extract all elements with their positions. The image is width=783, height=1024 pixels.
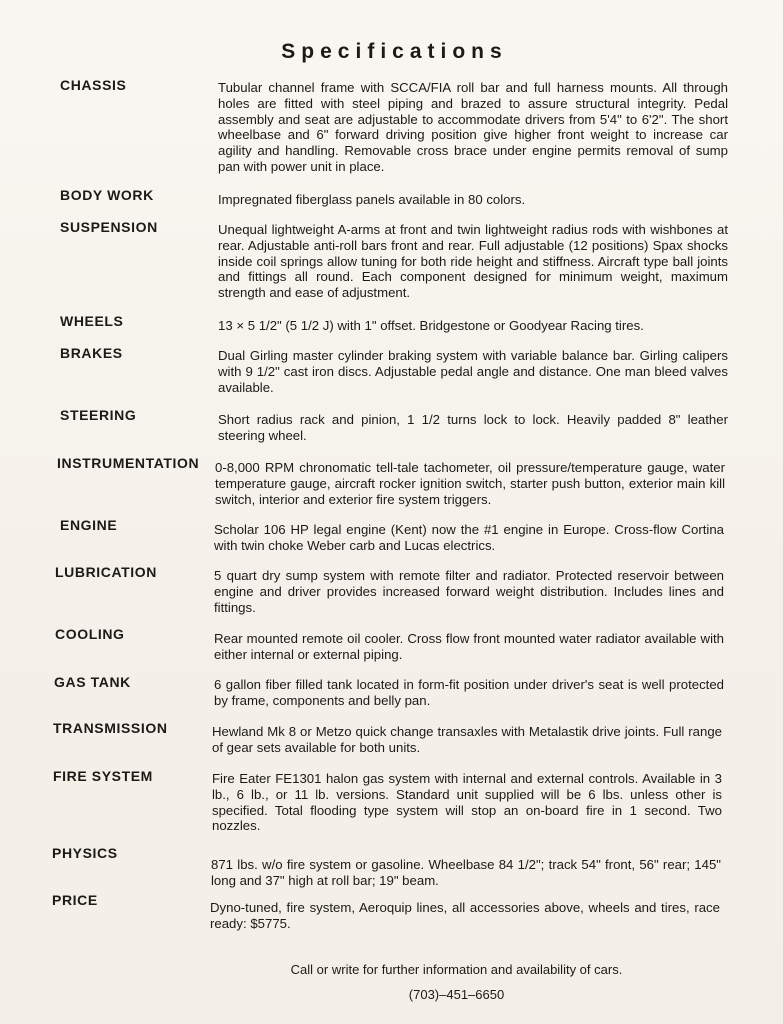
spec-label-price: PRICE bbox=[52, 892, 98, 908]
footer-phone-number: (703)–451–6650 bbox=[408, 987, 505, 1002]
spec-row-instrumentation bbox=[0, 455, 783, 515]
spec-text-cooling: Rear mounted remote oil cooler. Cross flow front mounted water radiator available with either internal or external piping. bbox=[214, 631, 724, 662]
spec-text-fire-system: Fire Eater FE1301 halon gas system with internal and external controls. Available in 3 lb., 6 lb., or 11 lb. versions. Standard unit supplied will be 6 lbs. unless other is specified. Total flooding type system will stop an on-board fire in 1 second. Two nozzles. bbox=[212, 771, 722, 834]
spec-text-gas-tank: 6 gallon fiber filled tank located in form-fit position under driver's seat is well protected by frame, components and belly pan. bbox=[214, 677, 724, 708]
spec-text-transmission: Hewland Mk 8 or Metzo quick change transaxles with Metalastik drive joints. Full range of gear sets available for both units. bbox=[212, 724, 722, 755]
spec-label-chassis: CHASSIS bbox=[60, 77, 127, 93]
spec-label-engine: ENGINE bbox=[60, 517, 118, 533]
spec-text-suspension: Unequal lightweight A-arms at front and twin lightweight radius rods with wishbones at rear. Adjustable anti-roll bars front and rear. Full adjustable (12 positions) Spax shocks inside coil springs allow tuning for both ride height and stiffness. Aircraft type ball joints and fittings all round. Each component designed for minimum weight, maximum strength and ease of adjustment. bbox=[218, 222, 728, 301]
spec-label-instrumentation: INSTRUMENTATION bbox=[57, 455, 200, 471]
spec-text-steering: Short radius rack and pinion, 1 1/2 turns lock to lock. Heavily padded 8" leather steering wheel. bbox=[218, 412, 728, 443]
spec-label-transmission: TRANSMISSION bbox=[53, 720, 168, 736]
spec-label-body-work: BODY WORK bbox=[60, 187, 154, 203]
spec-label-suspension: SUSPENSION bbox=[60, 219, 158, 235]
spec-text-chassis: Tubular channel frame with SCCA/FIA roll bar and full harness mounts. All through holes are fitted with steel piping and brazed to assure structural integrity. Pedal assembly and seat are adjustable to accommodate drivers from 5'4" to 6'2". The short wheelbase and 6" forward driving position give higher front weight to increase car agility and handling. Removable cross brace under engine permits removal of sump pan with power unit in place. bbox=[218, 80, 728, 174]
spec-text-physics: 871 lbs. w/o fire system or gasoline. Wheelbase 84 1/2"; track 54" front, 56" rear; 145" long and 37" high at roll bar; 19" beam. bbox=[211, 857, 721, 888]
spec-label-lubrication: LUBRICATION bbox=[55, 564, 157, 580]
spec-row-suspension bbox=[0, 219, 783, 301]
spec-row-brakes bbox=[0, 345, 783, 405]
spec-label-fire-system: FIRE SYSTEM bbox=[53, 768, 153, 784]
spec-label-cooling: COOLING bbox=[55, 626, 125, 642]
spec-text-lubrication: 5 quart dry sump system with remote filter and radiator. Protected reservoir between engine and driver provides increased forward weight distribution. Includes lines and fittings. bbox=[214, 568, 724, 615]
footer-contact-text: Call or write for further information and availability of cars. bbox=[290, 962, 623, 977]
spec-text-body-work: Impregnated fiberglass panels available in 80 colors. bbox=[218, 192, 526, 207]
spec-row-price bbox=[0, 892, 783, 952]
spec-text-wheels: 13 × 5 1/2" (5 1/2 J) with 1" offset. Bridgestone or Goodyear Racing tires. bbox=[218, 318, 644, 333]
spec-text-brakes: Dual Girling master cylinder braking system with variable balance bar. Girling calipers with 9 1/2" cast iron discs. Adjustable pedal angle and distance. One man bleed valves available. bbox=[218, 348, 728, 395]
spec-row-fire-system bbox=[0, 768, 783, 834]
spec-label-gas-tank: GAS TANK bbox=[54, 674, 131, 690]
spec-label-brakes: BRAKES bbox=[60, 345, 123, 361]
spec-label-steering: STEERING bbox=[60, 407, 137, 423]
spec-row-lubrication bbox=[0, 564, 783, 624]
spec-label-physics: PHYSICS bbox=[52, 845, 118, 861]
page-title: Specifications bbox=[281, 40, 508, 63]
spec-text-engine: Scholar 106 HP legal engine (Kent) now the #1 engine in Europe. Cross-flow Cortina with twin choke Weber carb and Lucas electrics. bbox=[214, 522, 724, 553]
spec-row-chassis bbox=[0, 77, 783, 174]
spec-text-instrumentation: 0-8,000 RPM chronomatic tell-tale tachometer, oil pressure/temperature gauge, water temperature gauge, aircraft rocker ignition switch, starter push button, exterior main kill switch, interior and exterior fire system triggers. bbox=[215, 460, 725, 507]
spec-label-wheels: WHEELS bbox=[60, 313, 124, 329]
spec-text-price: Dyno-tuned, fire system, Aeroquip lines, all accessories above, wheels and tires, race ready: $5775. bbox=[210, 900, 720, 931]
